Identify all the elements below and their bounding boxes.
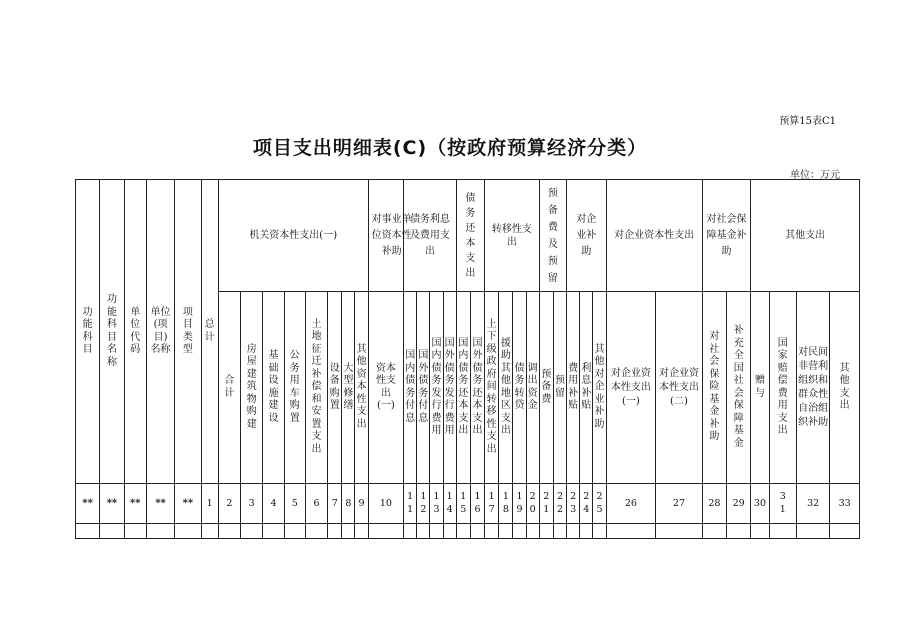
- code-cell: 23: [567, 484, 580, 524]
- col-header: 调出资金: [526, 292, 539, 484]
- header-unit-code: 单位代码: [124, 180, 146, 484]
- expenditure-table: [75, 179, 860, 539]
- code-cell: 26: [606, 484, 656, 524]
- header-unit-name: 单位(项目)名称: [146, 180, 174, 484]
- code-cell: 3: [241, 484, 263, 524]
- code-cell: 15: [456, 484, 470, 524]
- form-id: 预算15表C1: [779, 116, 836, 127]
- group-capital-expenditure-1: 机关资本性支出(一): [218, 180, 368, 292]
- header-project-type: 项目类型: [175, 180, 201, 484]
- col-header: 预留: [553, 292, 566, 484]
- code-cell: 19: [513, 484, 526, 524]
- code-cell: **: [100, 484, 124, 524]
- code-cell: 10: [368, 484, 403, 524]
- code-cell: 32: [796, 484, 829, 524]
- col-header: 补充全国社会保障基金: [727, 292, 751, 484]
- code-cell: 31: [769, 484, 796, 524]
- col-header: 赠与: [751, 292, 769, 484]
- code-cell: 27: [656, 484, 703, 524]
- col-header: 基础设施建设: [263, 292, 284, 484]
- header-function-name: 功能科目名称: [100, 180, 124, 484]
- col-header: 利息补贴: [580, 292, 593, 484]
- col-header: 国内债务付息: [404, 292, 417, 484]
- code-cell: 8: [342, 484, 355, 524]
- code-cell: 29: [727, 484, 751, 524]
- col-header: 房屋建筑物购建: [241, 292, 263, 484]
- col-header: 国外债务付息: [417, 292, 430, 484]
- col-header: 大型修缮: [342, 292, 355, 484]
- col-header: 国家赔偿费用支出: [769, 292, 796, 484]
- col-header: 合计: [218, 292, 240, 484]
- code-cell: **: [146, 484, 174, 524]
- unit-label: 单位：万元: [790, 170, 840, 181]
- group-enterprise-subsidy: 对企业补助: [567, 180, 606, 292]
- code-cell: 24: [580, 484, 593, 524]
- code-cell: 9: [355, 484, 368, 524]
- col-header: 资本性支出(一): [368, 292, 403, 484]
- code-cell: 28: [702, 484, 726, 524]
- col-header: 其他资本性支出: [355, 292, 368, 484]
- col-header: 援助其他地区支出: [499, 292, 513, 484]
- code-cell: 12: [417, 484, 430, 524]
- code-row: [76, 484, 860, 524]
- code-cell: 5: [284, 484, 305, 524]
- col-header: 对社会保险基金补助: [702, 292, 726, 484]
- code-cell: 16: [470, 484, 484, 524]
- col-header: 设备购置: [328, 292, 342, 484]
- code-cell: **: [124, 484, 146, 524]
- col-header: 预备费: [539, 292, 553, 484]
- group-enterprise-capital: 对企业资本性支出: [606, 180, 702, 292]
- group-institution-capital-subsidy: 对事业单位资本性补助: [368, 180, 403, 292]
- group-reserve: 预备费及预留: [539, 180, 566, 292]
- group-debt-principal: 债务还本支出: [456, 180, 484, 292]
- code-cell: 22: [553, 484, 566, 524]
- code-cell: 18: [499, 484, 513, 524]
- col-header: 国外债务发行费用: [443, 292, 456, 484]
- code-cell: 4: [263, 484, 284, 524]
- col-header: 债务转贷: [513, 292, 526, 484]
- code-cell: 17: [485, 484, 499, 524]
- page-title: 项目支出明细表(C)（按政府预算经济分类）: [252, 137, 648, 159]
- code-cell: 20: [526, 484, 539, 524]
- code-cell: **: [175, 484, 201, 524]
- col-header: 国外债务还本支出: [470, 292, 484, 484]
- code-cell: 21: [539, 484, 553, 524]
- header-row-groups: [76, 180, 860, 292]
- group-social-security: 对社会保障基金补助: [702, 180, 751, 292]
- col-header: 对民间非营利组织和群众性自治组织补助: [796, 292, 829, 484]
- code-cell: 6: [305, 484, 327, 524]
- code-cell: 1: [201, 484, 218, 524]
- col-header: 上下级政府间转移性支出: [485, 292, 499, 484]
- code-cell: 11: [404, 484, 417, 524]
- col-header: 费用补贴: [567, 292, 580, 484]
- col-header: 其他支出: [830, 292, 860, 484]
- blank-row: [76, 524, 860, 539]
- group-transfer: 转移性支出: [485, 180, 540, 292]
- group-debt-interest: 债务利息及费用支出: [404, 180, 457, 292]
- col-header: 对企业资本性支出(一): [606, 292, 656, 484]
- col-header: 其他对企业补助: [593, 292, 606, 484]
- col-header: 土地征迁补偿和安置支出: [305, 292, 327, 484]
- header-total: 总计: [201, 180, 218, 484]
- header-function-code: 功能科目: [76, 180, 100, 484]
- code-cell: 2: [218, 484, 240, 524]
- col-header: 国内债务发行费用: [430, 292, 443, 484]
- col-header: 对企业资本性支出(二): [656, 292, 703, 484]
- code-cell: 13: [430, 484, 443, 524]
- code-cell: 14: [443, 484, 456, 524]
- code-cell: 25: [593, 484, 606, 524]
- code-cell: **: [76, 484, 100, 524]
- code-cell: 30: [751, 484, 769, 524]
- code-cell: 7: [328, 484, 342, 524]
- code-cell: 33: [830, 484, 860, 524]
- col-header: 国内债务还本支出: [456, 292, 470, 484]
- col-header: 公务用车购置: [284, 292, 305, 484]
- group-other: 其他支出: [751, 180, 860, 292]
